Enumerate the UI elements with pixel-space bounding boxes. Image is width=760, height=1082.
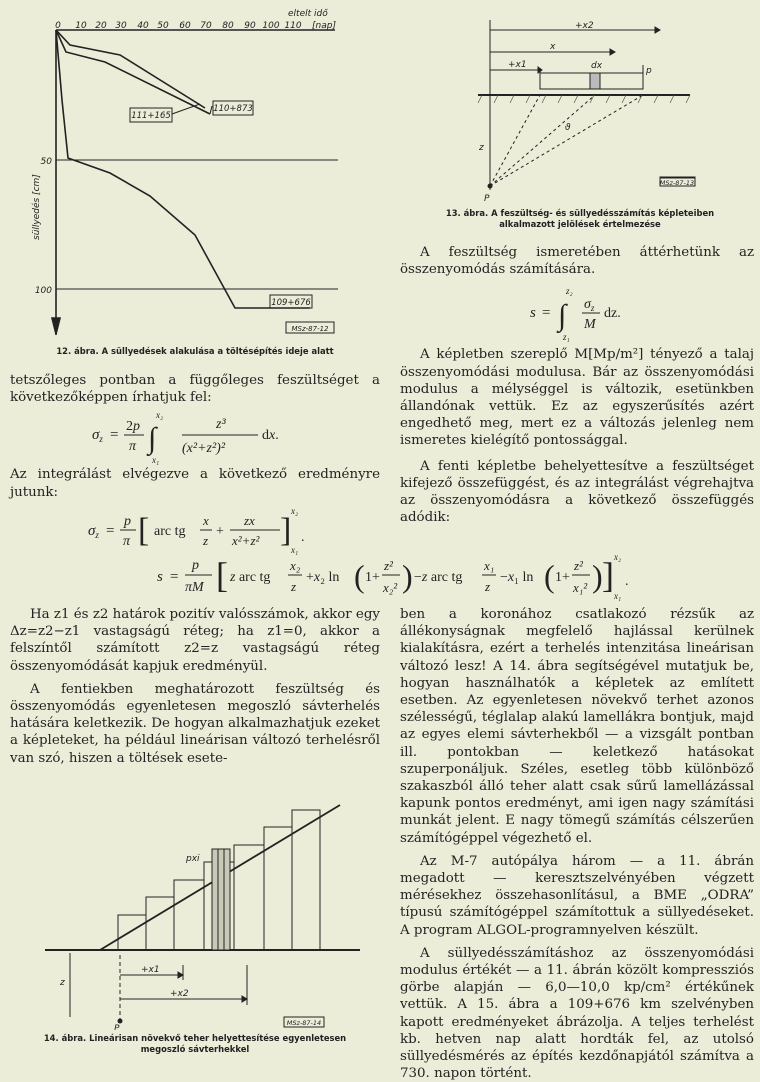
svg-text:): ) bbox=[402, 558, 413, 594]
x-tick-80: 80 bbox=[222, 21, 234, 31]
svg-text:x₁: x₁ bbox=[291, 544, 299, 555]
svg-text:.: . bbox=[301, 529, 305, 545]
svg-text:1+: 1+ bbox=[365, 570, 380, 585]
label-P: P bbox=[114, 1024, 120, 1030]
svg-text:x₁: x₁ bbox=[484, 558, 495, 573]
y-tick-100: 100 bbox=[34, 286, 52, 296]
label-x1: +x1 bbox=[508, 60, 527, 70]
svg-text:p: p bbox=[124, 513, 131, 529]
label-dx: dx bbox=[591, 61, 603, 71]
label-pxi: pxi bbox=[186, 854, 200, 864]
svg-text:x₂: x₂ bbox=[290, 558, 301, 573]
label-z: z bbox=[479, 143, 484, 153]
svg-text:[: [ bbox=[138, 511, 150, 549]
svg-text:z: z bbox=[485, 579, 491, 594]
svg-text:z₁: z₁ bbox=[563, 332, 570, 343]
svg-text:s: s bbox=[530, 305, 536, 322]
svg-text:x₁: x₁ bbox=[614, 591, 622, 601]
axis-time-label: eltelt idő bbox=[288, 9, 328, 19]
label-x2: +x2 bbox=[575, 21, 594, 31]
x-tick-50: 50 bbox=[157, 21, 169, 31]
svg-text:z arc tg: z arc tg bbox=[230, 570, 271, 585]
svg-text:x: x bbox=[203, 512, 209, 528]
paragraph: A fentiekben meghatározott feszültség és összenyomódás egyenletesen megoszló sávterhelés hatására keletkezik. De hogyan alkalmazhatjuk ezeket a képleteket, ha például lineárisan változó terhelésről van szó, hiszen a töltések esete- bbox=[10, 681, 380, 766]
x-tick-110: 110 bbox=[284, 21, 302, 31]
figure-stamp: MSz-87-12 bbox=[291, 325, 329, 333]
figure-14-caption bbox=[10, 1033, 380, 1055]
figure-14 bbox=[40, 785, 370, 1030]
svg-text:dz.: dz. bbox=[604, 306, 621, 322]
x-tick-20: 20 bbox=[95, 21, 107, 31]
svg-text:s: s bbox=[157, 569, 163, 585]
left-column-top bbox=[10, 372, 380, 559]
x-tick-100: 100 bbox=[262, 21, 280, 31]
paragraph: A feszültség ismeretében áttérhetünk az összenyomódás számítására. bbox=[400, 245, 754, 278]
svg-text:−x₁ ln: −x₁ ln bbox=[500, 570, 534, 585]
svg-text:x₂²: x₂² bbox=[383, 580, 398, 595]
label-x: x bbox=[550, 42, 556, 52]
x-tick-30: 30 bbox=[115, 21, 127, 31]
svg-text:z²: z² bbox=[384, 558, 393, 573]
svg-text:.: . bbox=[625, 574, 629, 589]
x-tick-90: 90 bbox=[244, 21, 256, 31]
curve-label-111-165: 111+165 bbox=[131, 111, 171, 121]
svg-text:∫: ∫ bbox=[148, 422, 157, 456]
svg-text:z: z bbox=[203, 532, 209, 548]
equation-stress-integral bbox=[10, 406, 380, 466]
svg-text:]: ] bbox=[602, 555, 614, 595]
svg-text:[: [ bbox=[216, 555, 228, 595]
svg-text:x₁: x₁ bbox=[152, 455, 160, 466]
curve-label-110-873: 110+873 bbox=[213, 104, 253, 114]
svg-text:x²+z²: x²+z² bbox=[232, 532, 260, 548]
paragraph: Az M-7 autópálya három — a 11. ábrán megadott — keresztszelvényében végzett mérésekhez összehasonlításul, a BME „ODRA” típusú számítógéppel számítottuk a süllyedéseket. A program ALGOL-programnyelven készült. bbox=[400, 853, 754, 938]
figure-13-caption-line2: alkalmazott jelölések értelmezése bbox=[499, 219, 661, 229]
svg-text:]: ] bbox=[280, 511, 292, 549]
equation-settlement bbox=[400, 278, 754, 346]
figure-stamp: MSz-87-14 bbox=[286, 1019, 322, 1027]
paragraph: tetszőleges pontban a függőleges feszültséget a következőképpen írhatjuk fel: bbox=[10, 373, 380, 406]
svg-text:dx.: dx. bbox=[262, 428, 279, 444]
left-column-bottom bbox=[10, 606, 380, 767]
svg-text:σz: $\sigma_z$ bbox=[92, 427, 103, 445]
y-axis-label: süllyedés [cm] bbox=[32, 174, 42, 240]
svg-text:z³: z³ bbox=[216, 417, 226, 433]
figure-14-caption-line1: 14. ábra. Lineárisan növekvő teher helyettesítése egyenletesen bbox=[43, 1033, 347, 1043]
svg-text:−z arc tg: −z arc tg bbox=[414, 570, 463, 585]
svg-text:=: = bbox=[106, 522, 115, 539]
svg-text:zx: zx bbox=[244, 512, 255, 528]
x-tick-40: 40 bbox=[137, 21, 149, 31]
label-x2: +x2 bbox=[170, 989, 189, 999]
svg-text:∫: ∫ bbox=[558, 299, 567, 333]
right-column-top bbox=[400, 244, 754, 526]
svg-text:σz: $\sigma_z$ bbox=[584, 297, 595, 314]
svg-text:M: M bbox=[584, 317, 596, 333]
svg-text:1+: 1+ bbox=[555, 570, 570, 585]
svg-text:π: π bbox=[123, 533, 131, 549]
right-column-bottom bbox=[400, 606, 754, 1082]
svg-text:x₂: x₂ bbox=[614, 552, 622, 562]
equation-settlement-result bbox=[0, 545, 760, 605]
svg-text:2p: 2p bbox=[126, 419, 140, 435]
svg-text:(x²+z²)²: (x²+z²)² bbox=[182, 441, 226, 457]
svg-text:x₂: x₂ bbox=[291, 505, 299, 516]
label-p: p bbox=[646, 66, 652, 76]
svg-text:π: π bbox=[129, 439, 137, 455]
label-theta: ϑ bbox=[565, 123, 571, 133]
svg-text:): ) bbox=[592, 558, 603, 594]
svg-text:z₂: z₂ bbox=[566, 286, 573, 297]
paragraph: A képletben szereplő M[Mp/m²] tényező a talaj összenyomódási modulusa. Bár az összenyomódási modulus a mélységgel is változik, esetünkben állandónak vettük. Ez az egyszerűsítés azért engedhető meg, mert ez a változás jelenleg nem ismeretes kielégítő pontossággal. bbox=[400, 347, 754, 449]
figure-12 bbox=[0, 0, 380, 340]
svg-text:p: p bbox=[192, 558, 199, 573]
svg-text:+x₂ ln: +x₂ ln bbox=[306, 570, 340, 585]
figure-13 bbox=[470, 10, 710, 210]
label-z: z bbox=[60, 978, 65, 988]
paragraph: Ha z1 és z2 határok pozitív valósszámok, akkor egy Δz=z2−z1 vastagságú réteg; ha z1=0, akkor a felszíntől számított z2=z vastagságú réteg összenyomódását kapjuk eredményül. bbox=[10, 607, 380, 674]
paragraph: A süllyedésszámításhoz az összenyomódási modulus értékét — a 11. ábrán közölt kompressziós görbe alapján — 6,0—10,0 kp/cm² értékűnek vettük. A 15. ábra a 109+676 km szelvényben kapott eredményeket ábrázolja. A teljes terhelést kb. hetven nap alatt hordták fel, az utolsó süllyedésmérés az építés kezdőnapjától számítva a 730. napon történt. bbox=[400, 945, 754, 1082]
svg-text:=: = bbox=[170, 569, 179, 585]
axis-time-unit: [nap] bbox=[312, 21, 336, 31]
x-tick-0: 0 bbox=[55, 21, 61, 31]
svg-text:σz: $\sigma_z$ bbox=[88, 522, 99, 540]
y-tick-50: 50 bbox=[40, 157, 52, 167]
figure-12-caption: 12. ábra. A süllyedések alakulása a töltésépítés ideje alatt bbox=[56, 346, 334, 356]
svg-text:+: + bbox=[216, 523, 224, 539]
x-tick-70: 70 bbox=[200, 21, 212, 31]
paragraph: Az integrálást elvégezve a következő eredményre jutunk: bbox=[10, 467, 380, 500]
figure-13-caption bbox=[400, 208, 760, 230]
paragraph: A fenti képletbe behelyettesítve a feszültséget kifejező összefüggést, és az integrálást végrehajtva az összenyomódásra a következő összefüggés adódik: bbox=[400, 458, 754, 526]
svg-text:(: ( bbox=[354, 558, 365, 594]
svg-text:z: z bbox=[291, 579, 297, 594]
label-P: P bbox=[484, 194, 490, 204]
svg-text:z²: z² bbox=[574, 558, 583, 573]
svg-text:=: = bbox=[110, 427, 119, 444]
paragraph: ben a koronához csatlakozó rézsűk az állékonyságnak megfelelő hajlással kerülnek kialakításra, ezért a terhelés intenzitása lineárisan változó lesz! A 14. ábra segítségével mutatjuk be, hogyan használhatók a képletek az említett esetben. Az egyenletesen növekvő terhet azonos szélességű, téglalap alakú lamellákra bontjuk, majd az egyes elemi sávterhekből — a vizsgált pontban ill. pontokban — keletkező hatásokat szuperponáljuk. Széles, esetleg több különböző szakaszból álló teher alatt csak sűrű lamellázással kapunk pontos eredményt, ami igen nagy számítási munkát jelent. E nagy tömegű számítás célszerűen számítógéppel végezhető el. bbox=[400, 607, 754, 846]
x-tick-10: 10 bbox=[75, 21, 87, 31]
svg-text:x₂: x₂ bbox=[156, 410, 164, 421]
x-tick-60: 60 bbox=[179, 21, 191, 31]
figure-13-caption-line1: 13. ábra. A feszültség- és süllyedésszámítás képleteiben bbox=[445, 208, 715, 218]
svg-text:πM: πM bbox=[185, 580, 204, 595]
svg-text:(: ( bbox=[544, 558, 555, 594]
figure-stamp: MSz-87-13 bbox=[659, 179, 695, 187]
svg-text:arc tg: arc tg bbox=[154, 523, 186, 539]
svg-text:x₁²: x₁² bbox=[573, 580, 588, 595]
figure-14-caption-line2: megoszló sávterhekkel bbox=[140, 1044, 250, 1054]
label-x1: +x1 bbox=[141, 965, 160, 975]
svg-text:=: = bbox=[542, 305, 551, 322]
curve-label-109-676: 109+676 bbox=[271, 298, 311, 308]
